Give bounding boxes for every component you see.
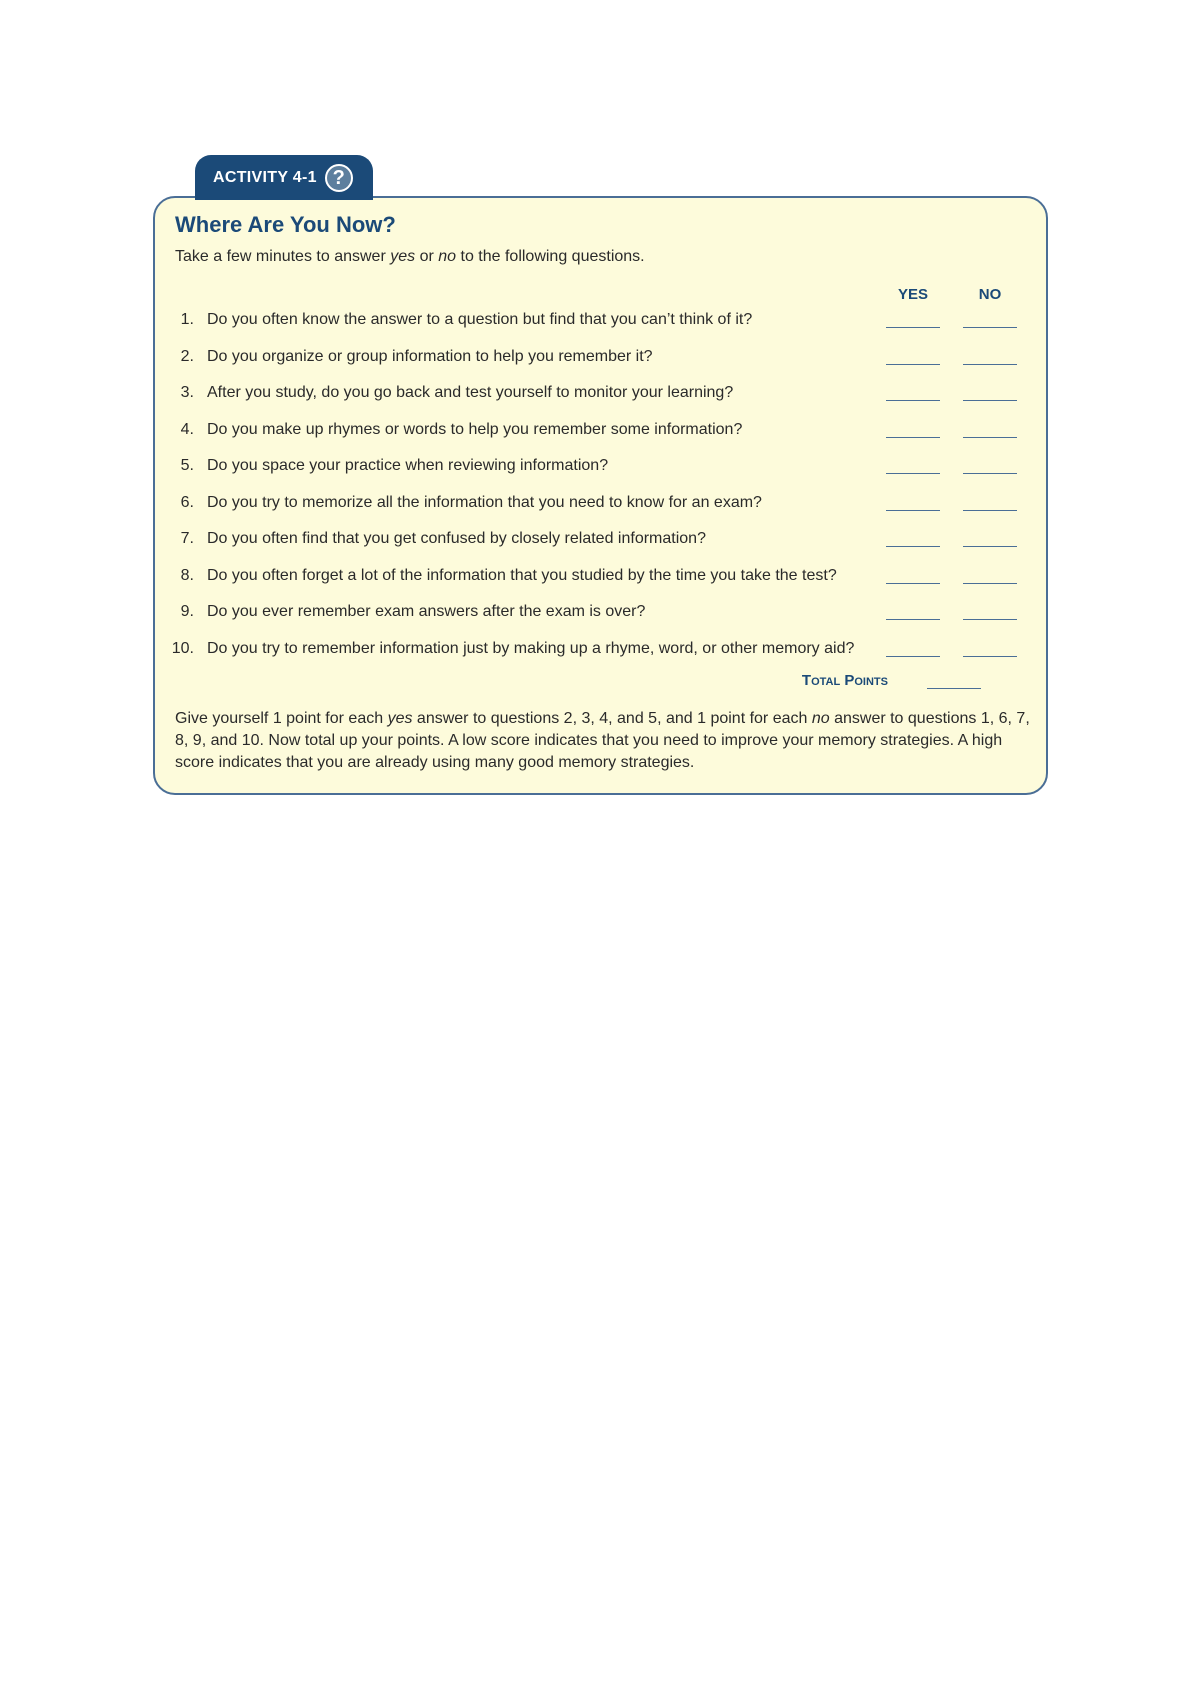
intro-text (175, 248, 645, 266)
activity-label: ACTIVITY 4-1 (213, 168, 317, 186)
question-number: 10. (171, 639, 194, 657)
intro-no-word: no (438, 248, 457, 265)
question-text: Do you space your practice when reviewing information? (207, 457, 609, 474)
scoring-no-word: no (811, 710, 830, 727)
question-list (155, 303, 1046, 668)
no-answer-blank[interactable] (963, 400, 1017, 401)
no-answer-blank[interactable] (963, 327, 1017, 328)
yes-answer-blank[interactable] (886, 327, 940, 328)
yes-answer-blank[interactable] (886, 619, 940, 620)
no-answer-blank[interactable] (963, 583, 1017, 584)
yes-column-header: YES (897, 286, 928, 303)
question-text: Do you organize or group information to help you remember it? (207, 347, 653, 365)
question-row (155, 559, 1046, 596)
no-answer-blank[interactable] (963, 510, 1017, 511)
intro-yes-word: yes (390, 248, 416, 265)
no-answer-blank[interactable] (963, 546, 1017, 547)
scoring-part-2: answer to questions 2, 3, 4, and 5, and 1 point for each (412, 710, 812, 727)
yes-answer-blank[interactable] (886, 583, 940, 584)
activity-title: Where Are You Now? (175, 212, 396, 237)
question-row (155, 522, 1046, 559)
total-points-blank[interactable] (927, 688, 981, 689)
question-number: 6. (180, 493, 194, 511)
yes-answer-blank[interactable] (886, 510, 940, 511)
no-column-header: NO (978, 286, 1002, 303)
question-number: 4. (180, 420, 194, 438)
yes-answer-blank[interactable] (886, 656, 940, 657)
no-answer-blank[interactable] (963, 656, 1017, 657)
activity-tab (195, 155, 373, 200)
total-points-label: Total Points (801, 672, 888, 689)
intro-after: to the following questions. (456, 248, 645, 265)
intro-middle: or (415, 248, 439, 265)
question-row (155, 303, 1046, 340)
question-row (155, 486, 1046, 523)
scoring-part-3: answer to questions 1, 6, 7, 8, 9, and 10. Now total up your points. A low score indicates that you need to improve your memory strategies. A high score indicates that you are already using many good memory strategies. (175, 710, 1030, 771)
question-text: Do you try to memorize all the information that you need to know for an exam? (207, 493, 762, 511)
yes-answer-blank[interactable] (886, 473, 940, 474)
question-text: Do you try to remember information just by making up a rhyme, word, or other memory aid? (207, 639, 855, 657)
question-row (155, 413, 1046, 450)
activity-card (153, 196, 1048, 795)
question-number: 5. (180, 457, 194, 474)
yes-answer-blank[interactable] (886, 437, 940, 438)
no-answer-blank[interactable] (963, 619, 1017, 620)
scoring-part-1: Give yourself 1 point for each (175, 710, 388, 727)
question-number: 1. (180, 311, 194, 328)
no-answer-blank[interactable] (963, 473, 1017, 474)
question-text: After you study, do you go back and test yourself to monitor your learning? (207, 384, 734, 401)
question-row (155, 340, 1046, 377)
question-number: 9. (180, 603, 194, 620)
help-icon: ? (325, 164, 353, 192)
question-number: 8. (180, 566, 194, 584)
question-text: Do you often forget a lot of the information that you studied by the time you take the test? (207, 566, 837, 584)
question-number: 7. (180, 530, 194, 547)
intro-before: Take a few minutes to answer (175, 248, 391, 265)
question-row (155, 595, 1046, 632)
scoring-yes-word: yes (387, 710, 413, 727)
no-answer-blank[interactable] (963, 364, 1017, 365)
yes-answer-blank[interactable] (886, 364, 940, 365)
question-number: 2. (180, 347, 194, 365)
question-row (155, 376, 1046, 413)
no-answer-blank[interactable] (963, 437, 1017, 438)
scoring-instructions (175, 708, 1031, 774)
question-row (155, 632, 1046, 669)
question-number: 3. (180, 384, 194, 401)
question-text: Do you make up rhymes or words to help you remember some information? (207, 420, 743, 438)
question-text: Do you often know the answer to a question but find that you can’t think of it? (207, 311, 753, 328)
question-text: Do you often find that you get confused by closely related information? (207, 530, 706, 547)
question-text: Do you ever remember exam answers after the exam is over? (207, 603, 646, 620)
question-row (155, 449, 1046, 486)
yes-answer-blank[interactable] (886, 400, 940, 401)
yes-answer-blank[interactable] (886, 546, 940, 547)
